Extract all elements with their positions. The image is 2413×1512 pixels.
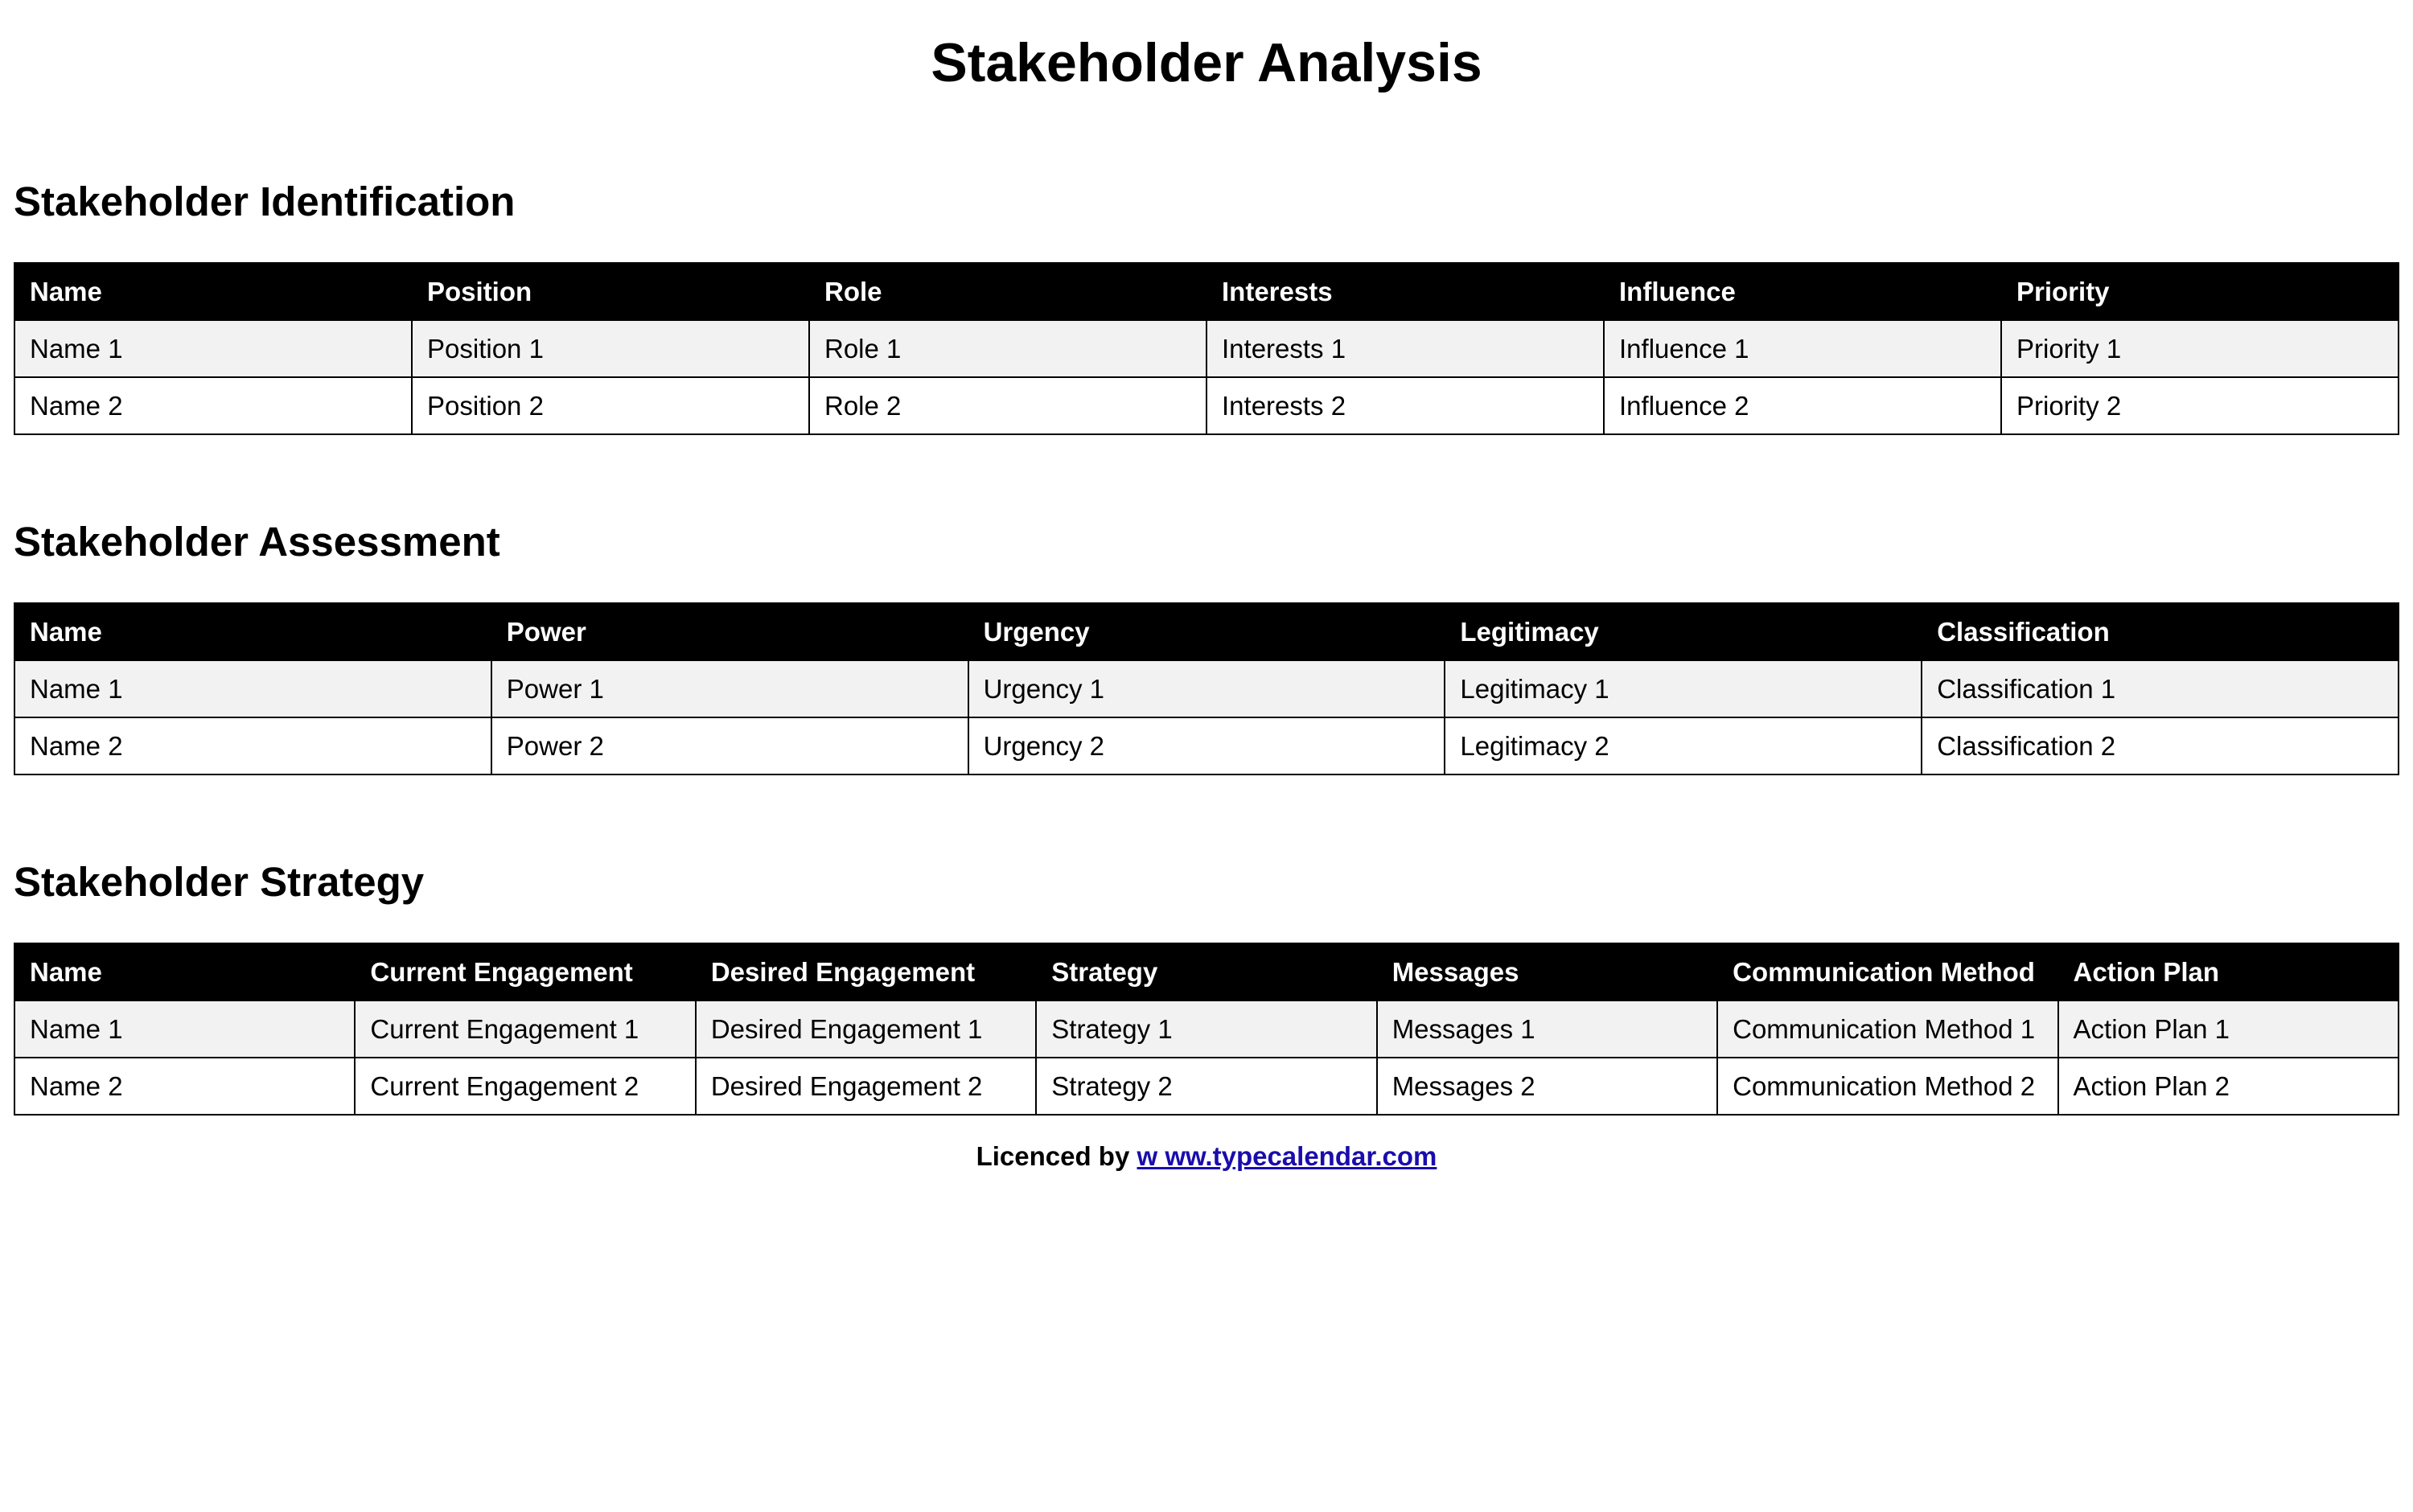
column-header: Action Plan [2058, 943, 2399, 1000]
table-cell: Name 1 [14, 320, 412, 377]
table-cell: Position 1 [412, 320, 809, 377]
table-header-row [14, 603, 2399, 660]
section-title-strategy: Stakeholder Strategy [14, 859, 425, 905]
column-header: Current Engagement [355, 943, 695, 1000]
identification-table [14, 262, 2399, 435]
section-title-identification: Stakeholder Identification [14, 179, 516, 224]
column-header: Role [809, 263, 1206, 320]
column-header: Name [14, 263, 412, 320]
table-cell: Influence 2 [1604, 377, 2001, 434]
table-cell: Current Engagement 2 [355, 1058, 695, 1115]
table-row [14, 377, 2399, 434]
table-cell: Legitimacy 2 [1445, 717, 1922, 774]
table-cell: Name 1 [14, 1000, 355, 1058]
licence-prefix: Licenced by [976, 1141, 1137, 1171]
table-cell: Messages 2 [1377, 1058, 1717, 1115]
column-header: Interests [1206, 263, 1604, 320]
table-row [14, 320, 2399, 377]
column-header: Desired Engagement [696, 943, 1036, 1000]
table-cell: Name 1 [14, 660, 491, 717]
table-row [14, 1000, 2399, 1058]
table-cell: Strategy 1 [1036, 1000, 1376, 1058]
table-cell: Interests 1 [1206, 320, 1604, 377]
column-header: Communication Method [1717, 943, 2057, 1000]
table-cell: Role 2 [809, 377, 1206, 434]
column-header: Power [491, 603, 968, 660]
table-cell: Position 2 [412, 377, 809, 434]
table-cell: Name 2 [14, 1058, 355, 1115]
column-header: Position [412, 263, 809, 320]
column-header: Name [14, 943, 355, 1000]
table-row [14, 717, 2399, 774]
table-cell: Messages 1 [1377, 1000, 1717, 1058]
strategy-table [14, 943, 2399, 1116]
table-cell: Urgency 2 [968, 717, 1445, 774]
table-cell: Current Engagement 1 [355, 1000, 695, 1058]
licence-footer [14, 1136, 2399, 1177]
page-title: Stakeholder Analysis [931, 32, 1482, 93]
table-cell: Power 2 [491, 717, 968, 774]
table-cell: Action Plan 2 [2058, 1058, 2399, 1115]
table-cell: Name 2 [14, 717, 491, 774]
column-header: Urgency [968, 603, 1445, 660]
table-cell: Communication Method 1 [1717, 1000, 2057, 1058]
column-header: Influence [1604, 263, 2001, 320]
table-row [14, 660, 2399, 717]
table-row [14, 1058, 2399, 1115]
table-cell: Interests 2 [1206, 377, 1604, 434]
table-cell: Action Plan 1 [2058, 1000, 2399, 1058]
section-title-assessment: Stakeholder Assessment [14, 519, 500, 565]
table-header-row [14, 263, 2399, 320]
column-header: Classification [1922, 603, 2399, 660]
table-cell: Urgency 1 [968, 660, 1445, 717]
table-cell: Power 1 [491, 660, 968, 717]
column-header: Name [14, 603, 491, 660]
table-cell: Name 2 [14, 377, 412, 434]
table-cell: Desired Engagement 1 [696, 1000, 1036, 1058]
column-header: Priority [2001, 263, 2399, 320]
column-header: Messages [1377, 943, 1717, 1000]
table-cell: Priority 2 [2001, 377, 2399, 434]
table-cell: Strategy 2 [1036, 1058, 1376, 1115]
table-cell: Influence 1 [1604, 320, 2001, 377]
table-cell: Priority 1 [2001, 320, 2399, 377]
typecalendar-link[interactable]: w ww.typecalendar.com [1137, 1141, 1437, 1171]
table-cell: Role 1 [809, 320, 1206, 377]
assessment-table [14, 602, 2399, 775]
table-header-row [14, 943, 2399, 1000]
table-cell: Classification 2 [1922, 717, 2399, 774]
table-cell: Communication Method 2 [1717, 1058, 2057, 1115]
table-cell: Desired Engagement 2 [696, 1058, 1036, 1115]
table-cell: Legitimacy 1 [1445, 660, 1922, 717]
column-header: Strategy [1036, 943, 1376, 1000]
table-cell: Classification 1 [1922, 660, 2399, 717]
column-header: Legitimacy [1445, 603, 1922, 660]
